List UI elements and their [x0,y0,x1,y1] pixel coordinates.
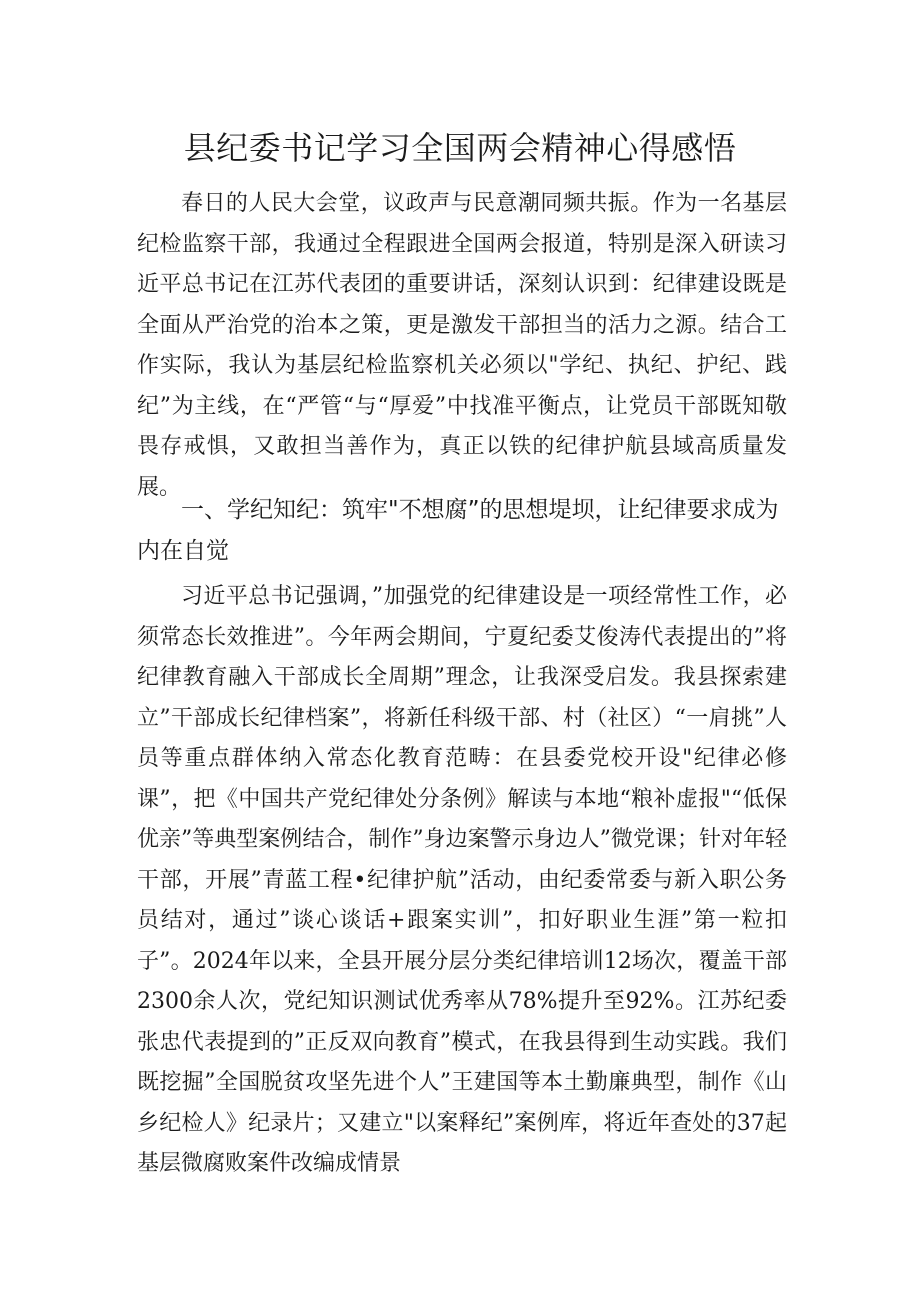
section-heading-1: 一、学纪知纪：筑牢"不想腐”的思想堤坝，让纪律要求成为内在自觉 [137,497,779,564]
body-paragraph-section-1: 习近平总书记强调，”加强党的纪律建设是一项经常性工作，必须常态长效推进”。今年两会期间，宁夏纪委艾俊涛代表提出的”将纪律教育融入干部成长全周期”理念，让我深受启发。我县探索建立”干部成长纪律档案”，将新任科级干部、村（社区）“一肩挑”人员等重点群体纳入常态化教育范畴：在县委党校开设"纪律必修课”，把《中国共产党纪律处分条例》解读与本地“粮补虚报"“低保优亲”等典型案例结合，制作”身边案警示身边人”微党课；针对年轻干部，开展”青蓝工程•纪律护航”活动，由纪委常委与新入职公务员结对，通过”谈心谈话+跟案实训”，扣好职业生涯”第一粒扣子”。2024年以来，全县开展分层分类纪律培训12场次，覆盖干部2300余人次，党纪知识测试优秀率从78%提升至92%。江苏纪委张忠代表提到的”正反双向教育”模式，在我县得到生动实践。我们既挖掘”全国脱贫攻坚先进个人”王建国等本土勤廉典型，制作《山乡纪检人》纪录片；又建立"以案释纪”案例库，将近年查处的37起基层微腐败案件改编成情景 [137,584,787,1176]
body-paragraph-intro: 春日的人民大会堂，议政声与民意潮同频共振。作为一名基层纪检监察干部，我通过全程跟进全国两会报道，特别是深入研读习近平总书记在江苏代表团的重要讲话，深刻认识到：纪律建设既是全面从严治党的治本之策，更是激发干部担当的活力之源。结合工作实际，我认为基层纪检监察机关必须以"学纪、执纪、护纪、践纪”为主线，在“严管“与“厚爱”中找准平衡点，让党员干部既知敬畏存戒惧，又敢担当善作为，真正以铁的纪律护航县域高质量发展。 [137,191,787,500]
document-title: 县纪委书记学习全国两会精神心得感悟 [183,129,737,167]
